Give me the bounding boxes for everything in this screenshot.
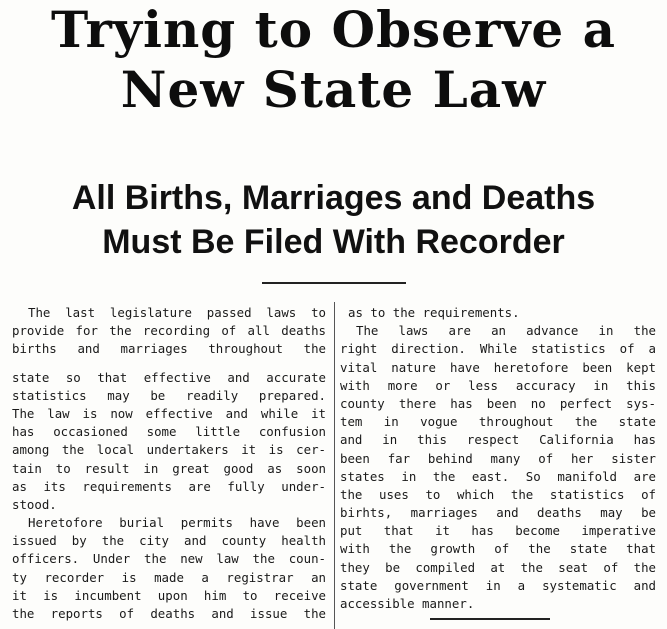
text-line: provide for the recording of all deaths [12,323,326,339]
text-line: among the local undertakers it is cer- [12,442,326,458]
text-line: with more or less accuracy in this [340,377,656,393]
text-line: births and marriages throughout the [12,341,326,357]
headline-divider-rule [262,282,406,284]
text-line: The laws are an advance in the [356,323,656,339]
text-line: stood. [12,496,57,512]
column-divider [334,302,335,629]
text-line: officers. Under the new law the coun- [12,551,326,567]
text-line: has occasioned some little confusion [12,424,326,440]
text-line: put that it has become imperative [340,523,656,539]
text-line: with the growth of the state that [340,541,656,557]
text-line: accessible manner. [340,596,475,611]
text-line: tain to result in great good as soon [12,460,326,476]
text-line: and in this respect California has [340,432,656,448]
text-line: county there has been no perfect sys- [340,395,656,411]
article-column-right [340,304,656,613]
text-line: vital nature have heretofore been kept [340,359,656,375]
text-line: as its requirements are fully under- [12,478,326,494]
text-line: states in the east. So manifold are [340,468,656,484]
text-line: been far behind many of her sister [340,450,656,466]
subheadline-line-1: All Births, Marriages and Deaths [71,179,596,217]
text-line: the reports of deaths and issue the [12,606,326,621]
text-line: as to the requirements. [348,305,520,320]
text-line: they be compiled at the seat of the [340,559,656,575]
text-line: state so that effective and accurate [12,369,326,385]
text-line: The last legislature passed laws to [28,305,326,320]
headline-line-1: Trying to Observe a [50,0,617,59]
text-line: birhts, marriages and deaths may be [340,505,656,521]
article-column-left [12,304,326,623]
headline-line-2: New State Law [120,60,547,119]
text-line: state government in a systematic and [340,577,656,593]
text-line: right direction. While statistics of a [340,341,656,357]
text-line: ty recorder is made a registrar an [12,569,326,585]
text-line: it is incumbent upon him to receive [12,587,326,603]
text-line: Heretofore burial permits have been [28,515,326,531]
text-line: issued by the city and county health [12,533,326,549]
subheadline-line-2: Must Be Filed With Recorder [102,223,565,261]
text-line: statistics may be readily prepared. [12,387,326,403]
article-end-rule [430,618,550,620]
text-line: tem in vogue throughout the state [340,414,656,430]
text-line: the uses to which the statistics of [340,486,656,502]
text-line: The law is now effective and while it [12,405,326,421]
